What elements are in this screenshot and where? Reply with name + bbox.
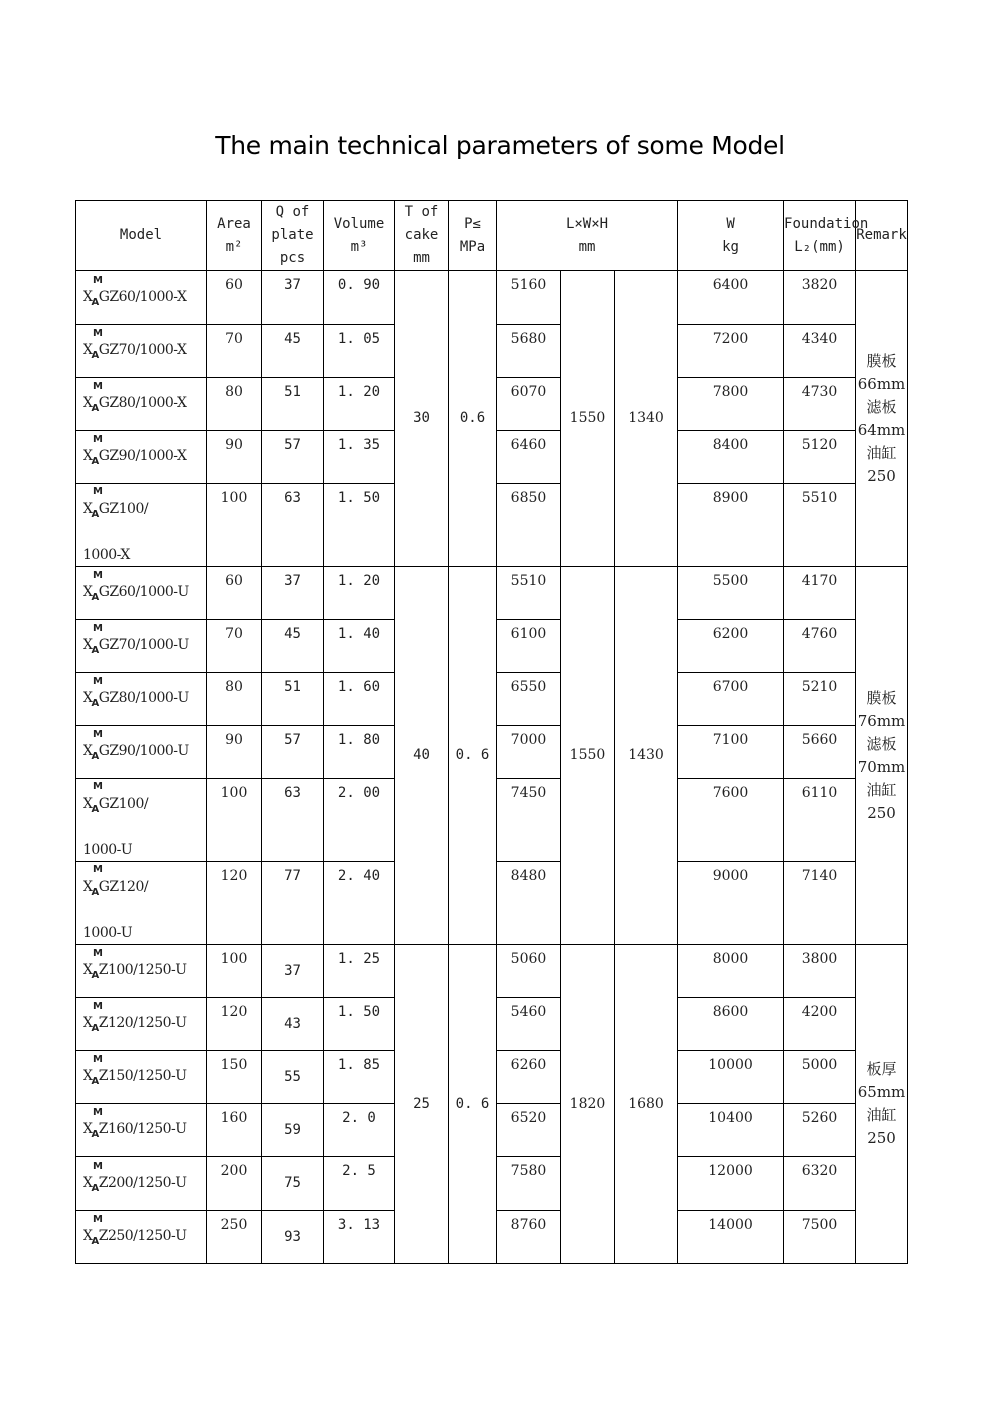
weight-cell: 8600 [678,998,784,1051]
length-cell: 8480 [497,862,561,945]
area-cell: 60 [207,271,262,325]
plates-cell: 37 [262,271,324,325]
model-name: Z120/1250-U [98,1015,187,1031]
volume-cell: 1. 25 [324,945,395,998]
model-prefix: X M $_A$ [83,729,103,762]
length-cell: 6100 [497,620,561,673]
model-name: GZ90/1000-U [98,743,189,759]
volume-cell: 2. 00 [324,779,395,862]
model-cell [76,945,207,998]
plates-cell: 45 [262,325,324,378]
weight-cell: 14000 [678,1211,784,1264]
remark-line: 250 [867,466,896,485]
header-volume: Volume m³ [324,201,395,271]
foundation-cell: 7140 [784,862,856,945]
remark-line: 76mm [857,711,906,730]
model-cell [76,431,207,484]
width-cell: 1820 [561,945,615,1264]
weight-cell: 12000 [678,1157,784,1211]
model-name-line2: 1000-U [83,925,133,941]
page-title: The main technical parameters of some Model [215,131,785,160]
model-name: GZ70/1000-X [98,342,187,358]
plates-cell: 75 [262,1157,324,1211]
model-name: Z100/1250-U [98,962,187,978]
height-cell: 1340 [615,271,678,567]
weight-cell: 10400 [678,1104,784,1157]
plates-cell: 37 [262,567,324,620]
remark-line: 70mm [857,757,906,776]
weight-cell: 7100 [678,726,784,779]
volume-cell: 2. 40 [324,862,395,945]
cake-thickness-cell: 25 [395,945,449,1264]
remark-cell [856,945,908,1264]
length-cell: 5680 [497,325,561,378]
header-remark: Remark [856,201,908,271]
volume-cell: 2. 5 [324,1157,395,1211]
foundation-cell: 5660 [784,726,856,779]
model-name-line2: 1000-U [83,842,133,858]
weight-cell: 6200 [678,620,784,673]
volume-cell: 1. 50 [324,484,395,567]
pressure-cell: 0. 6 [449,567,497,945]
remark-line: 滤板 [866,734,897,753]
remark-cell [856,271,908,567]
area-cell: 120 [207,862,262,945]
volume-cell: 1. 85 [324,1051,395,1104]
model-cell [76,484,207,567]
volume-cell: 1. 60 [324,673,395,726]
weight-cell: 6700 [678,673,784,726]
model-name: Z200/1250-U [98,1174,187,1191]
length-cell: 5460 [497,998,561,1051]
weight-cell: 9000 [678,862,784,945]
pressure-cell: 0. 6 [449,945,497,1264]
height-cell: 1680 [615,945,678,1264]
model-cell [76,378,207,431]
model-cell [76,998,207,1051]
volume-cell: 3. 13 [324,1211,395,1264]
height-cell: 1430 [615,567,678,945]
model-name: Z160/1250-U [98,1121,187,1137]
plates-cell: 63 [262,779,324,862]
remark-line: 滤板 [866,397,897,416]
volume-cell: 1. 50 [324,998,395,1051]
header-plates: Q of plate pcs [262,201,324,271]
model-prefix: X M $_A$ [83,676,103,709]
area-cell: 70 [207,325,262,378]
plates-cell: 37 [262,945,324,998]
volume-cell: 1. 20 [324,567,395,620]
weight-cell: 6400 [678,271,784,325]
foundation-cell: 5260 [784,1104,856,1157]
area-cell: 250 [207,1211,262,1264]
area-cell: 100 [207,945,262,998]
model-prefix: X M $_A$ [83,1054,103,1087]
header-model: Model [76,201,207,271]
plates-cell: 77 [262,862,324,945]
header-dimensions: L×W×H mm [497,201,678,271]
header-row [76,201,908,271]
plates-cell: 51 [262,673,324,726]
length-cell: 5060 [497,945,561,998]
cake-thickness-cell: 30 [395,271,449,567]
length-cell: 7000 [497,726,561,779]
model-name: GZ100/ [98,501,149,517]
volume-cell: 1. 20 [324,378,395,431]
model-cell [76,779,207,862]
foundation-cell: 6320 [784,1157,856,1211]
area-cell: 80 [207,673,262,726]
plates-cell: 45 [262,620,324,673]
model-prefix: X M $_A$ [83,381,103,414]
foundation-cell: 3820 [784,271,856,325]
parameters-table [75,200,908,1264]
foundation-cell: 4200 [784,998,856,1051]
table-row [76,567,908,620]
model-prefix: X M $_A$ [83,781,103,815]
remark-line: 250 [867,1129,896,1147]
model-name: GZ60/1000-X [98,288,187,305]
area-cell: 100 [207,779,262,862]
weight-cell: 8000 [678,945,784,998]
model-name: GZ120/ [98,879,149,895]
table-row [76,945,908,998]
model-prefix: X M $_A$ [83,570,103,603]
model-name: Z250/1250-U [98,1228,187,1244]
model-cell [76,620,207,673]
length-cell: 7450 [497,779,561,862]
model-name: GZ90/1000-X [98,448,187,464]
foundation-cell: 4760 [784,620,856,673]
remark-line: 板厚 [866,1060,897,1078]
foundation-cell: 5120 [784,431,856,484]
weight-cell: 7800 [678,378,784,431]
length-cell: 8760 [497,1211,561,1264]
model-cell [76,1051,207,1104]
model-prefix: X M $_A$ [83,1001,103,1034]
model-prefix: X M $_A$ [83,328,103,361]
remark-line: 膜板 [866,688,897,707]
remark-line: 油缸 [866,1106,897,1124]
foundation-cell: 3800 [784,945,856,998]
model-cell [76,726,207,779]
remark-line: 油缸 [866,443,897,462]
volume-cell: 1. 05 [324,325,395,378]
length-cell: 5160 [497,271,561,325]
header-foundation: Foundation L₂(mm) [784,201,856,271]
cake-thickness-cell: 40 [395,567,449,945]
header-area: Area m² [207,201,262,271]
weight-cell: 7600 [678,779,784,862]
model-prefix: X M $_A$ [83,1160,103,1194]
header-pressure: P≤ MPa [449,201,497,271]
area-cell: 100 [207,484,262,567]
volume-cell: 2. 0 [324,1104,395,1157]
model-prefix: X M $_A$ [83,434,103,467]
foundation-cell: 5210 [784,673,856,726]
area-cell: 80 [207,378,262,431]
area-cell: 70 [207,620,262,673]
plates-cell: 55 [262,1051,324,1104]
model-cell [76,673,207,726]
model-name-line2: 1000-X [83,547,130,563]
weight-cell: 8900 [678,484,784,567]
model-cell [76,567,207,620]
model-prefix: X M $_A$ [83,486,103,520]
foundation-cell: 4340 [784,325,856,378]
model-prefix: X M $_A$ [83,864,103,898]
area-cell: 150 [207,1051,262,1104]
plates-cell: 43 [262,998,324,1051]
table-row [76,271,908,325]
plates-cell: 57 [262,431,324,484]
model-prefix: X M $_A$ [83,948,103,981]
model-prefix: X M $_A$ [83,1214,103,1247]
model-name: GZ100/ [98,796,149,812]
model-cell [76,325,207,378]
model-prefix: X M $_A$ [83,274,103,308]
foundation-cell: 6110 [784,779,856,862]
model-name: GZ80/1000-X [98,395,187,411]
volume-cell: 1. 35 [324,431,395,484]
plates-cell: 51 [262,378,324,431]
width-cell: 1550 [561,567,615,945]
plates-cell: 57 [262,726,324,779]
model-cell [76,1211,207,1264]
area-cell: 90 [207,431,262,484]
length-cell: 6520 [497,1104,561,1157]
header-cake: T of cake mm [395,201,449,271]
remark-line: 66mm [857,374,906,393]
length-cell: 6550 [497,673,561,726]
volume-cell: 1. 40 [324,620,395,673]
volume-cell: 0. 90 [324,271,395,325]
area-cell: 60 [207,567,262,620]
model-prefix: X M $_A$ [83,1107,103,1140]
foundation-cell: 7500 [784,1211,856,1264]
remark-cell [856,567,908,945]
plates-cell: 59 [262,1104,324,1157]
length-cell: 6260 [497,1051,561,1104]
foundation-cell: 5000 [784,1051,856,1104]
remark-line: 250 [867,803,896,822]
foundation-cell: 4170 [784,567,856,620]
area-cell: 160 [207,1104,262,1157]
model-cell [76,1104,207,1157]
length-cell: 6850 [497,484,561,567]
area-cell: 90 [207,726,262,779]
model-name: Z150/1250-U [98,1068,187,1084]
weight-cell: 5500 [678,567,784,620]
length-cell: 5510 [497,567,561,620]
remark-line: 油缸 [866,780,897,799]
model-name: GZ60/1000-U [98,584,189,600]
area-cell: 120 [207,998,262,1051]
weight-cell: 10000 [678,1051,784,1104]
foundation-cell: 5510 [784,484,856,567]
plates-cell: 63 [262,484,324,567]
volume-cell: 1. 80 [324,726,395,779]
width-cell: 1550 [561,271,615,567]
weight-cell: 8400 [678,431,784,484]
model-name: GZ80/1000-U [98,690,189,706]
length-cell: 6070 [497,378,561,431]
length-cell: 6460 [497,431,561,484]
remark-line: 65mm [857,1083,906,1101]
remark-line: 膜板 [866,351,897,370]
pressure-cell: 0.6 [449,271,497,567]
remark-line: 64mm [857,420,906,439]
length-cell: 7580 [497,1157,561,1211]
model-prefix: X M $_A$ [83,623,103,656]
model-cell [76,271,207,325]
model-name: GZ70/1000-U [98,637,189,653]
foundation-cell: 4730 [784,378,856,431]
header-weight: W kg [678,201,784,271]
plates-cell: 93 [262,1211,324,1264]
weight-cell: 7200 [678,325,784,378]
area-cell: 200 [207,1157,262,1211]
model-cell [76,1157,207,1211]
model-cell [76,862,207,945]
